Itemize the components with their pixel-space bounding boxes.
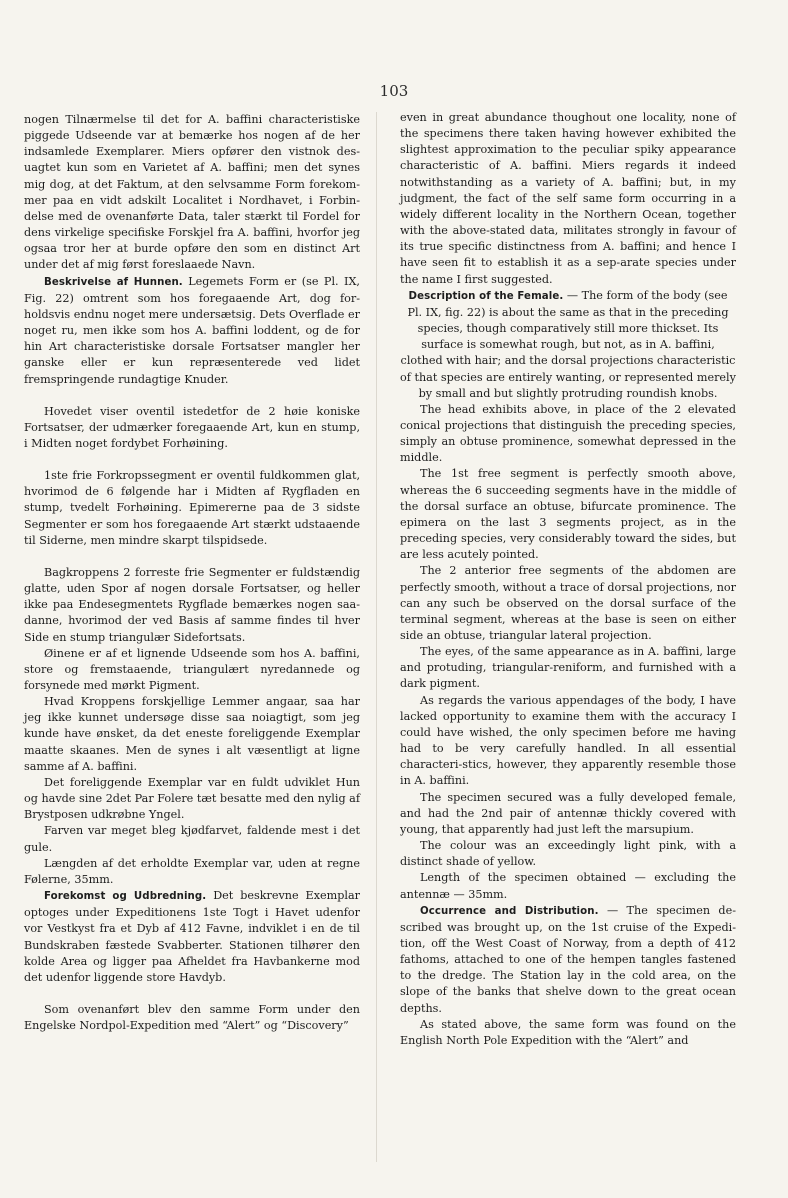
section-heading: Forekomst og Udbredning. <box>44 891 207 903</box>
paragraph: even in great abundance thoughout one locality, none of the specimens there taken having however exhibited the slightest approximation to the peculiar spiky appearance characteristic of A. baffini. Miers regards it indeed notwithstanding as a variety of A. baffini; but, in my judgment, the fact of the self same form occurring in a widely different locality in the Northern Ocean, together with the above-stated data, militates strongly in favour of its true specific distinctness from A. baffini; and hence I have seen fit to establish it as a sep-arate species under the name I first suggested. <box>400 111 736 286</box>
section-heading: Beskrivelse af Hunnen. <box>44 276 183 288</box>
paragraph: Length of the specimen obtained — excluding the antennæ — 35mm. <box>400 871 736 901</box>
paragraph: Occurrence and Distribution. — The specimen de-scribed was brought up, on the 1st cruise of the Expedi-tion, off the West Coast of Norway, from a depth of 412 fathoms, attached to one of the hempen tangles fastened to the dredge. The Station lay in the cold area, on the slope of the banks that shelve down to the great ocean depths. <box>400 903 736 1015</box>
column-divider <box>376 112 377 1162</box>
paragraph: The 1st free segment is perfectly smooth above, whereas the 6 succeeding segments have in the middle of the dorsal surface an obtuse, bifurcate prominence. The epimera on the last 3 segments project, as in the preceding species, very considerably toward the sides, but are less acutely pointed. <box>400 467 736 562</box>
paragraph: nogen Tilnærmelse til det for A. baffini characteristiske piggede Udseende var at bemærke hos nogen af de her indsamlede Exemplarer. Miers opfører den vistnok des-uagtet kun som en Varietet af A. baffini; men det synes mig dog, at det Faktum, at den selvsamme Form forekom-mer paa en vidt adskilt Localitet i Nordhavet, i Forbin-delse med de ovenanførte Data, taler stærkt til Fordel for dens virkelige specifiske Forskjel fra A. baffini, hvorfor jeg ogsaa tror her at burde opføre den som en distinct Art under det af mig først foreslaaede Navn. <box>24 113 360 272</box>
paragraph: Det foreliggende Exemplar var en fuldt udviklet Hun og havde sine 2det Par Folere tæt besatte med den nylig af Brystposen udkrøbne Yngel. <box>24 775 360 822</box>
paragraph: As regards the various appendages of the body, I have lacked opportunity to examine them with the accuracy I could have wished, the only specimen before me having had to be very carefully handled. In all essential characteri-stics, however, they apparently resemble those in A. baffini. <box>400 693 736 788</box>
paragraph: The specimen secured was a fully developed female, and had the 2nd pair of antennæ thickly covered with young, that apparently had just left the marsupium. <box>400 790 736 836</box>
paragraph: Farven var meget bleg kjødfarvet, faldende mest i det gule. <box>24 824 360 854</box>
page-number: 103 <box>379 82 409 100</box>
paragraph: Description of the Female. — The form of the body (see Pl. IX, fig. 22) is about the same as that in the preceding species, though comparatively still more thickset. Its surface is somewhat rough, but not, as in A. baffini, clothed with hair; and the dorsal projections characteristic of that species are entirely wanting, or represented merely by small and but slightly protruding roundish knobs. <box>400 288 736 400</box>
paragraph: The eyes, of the same appearance as in A. baffini, large and protuding, triangular-reniform, and furnished with a dark pigment. <box>400 645 736 691</box>
paragraph: The colour was an exceedingly light pink, with a distinct shade of yellow. <box>400 839 736 869</box>
paragraph: The head exhibits above, in place of the 2 elevated conical projections that distinguish the preceding species, simply an obtuse prominence, somewhat depressed in the middle. <box>400 402 736 465</box>
paragraph: As stated above, the same form was found on the English North Pole Expedition with the “Alert” and <box>400 1017 736 1047</box>
paragraph: Forekomst og Udbredning. Det beskrevne Exemplar optoges under Expeditionens 1ste Togt i Havet udenfor vor Vestkyst fra et Dyb af 412 Favne, indviklet i en de til Bundskraben fæstede Svabberter. Stationen tilhører den kolde Area og ligger paa Afheldet fra Havbankerne mod det udenfor liggende store Havdyb. <box>24 889 360 984</box>
paragraph: Hvad Kroppens forskjellige Lemmer angaar, saa har jeg ikke kunnet undersøge disse saa noiagtigt, som jeg kunde have ønsket, da det eneste foreliggende Exemplar maatte skaanes. Men de synes i alt væsentligt at ligne samme af A. baffini. <box>24 695 360 773</box>
paragraph: Længden af det erholdte Exemplar var, uden at regne Følerne, 35mm. <box>24 856 360 886</box>
norwegian-column <box>24 112 360 1034</box>
paragraph: Beskrivelse af Hunnen. Legemets Form er (se Pl. IX, Fig. 22) omtrent som hos foregaaende Art, dog for-holdsvis endnu noget mere undersætsig. Dets Overflade er noget ru, men ikke som hos A. baffini loddent, og de for hin Art characteristiske dorsale Fortsatser mangler her ganske eller er kun repræsenterede ved lidet fremspringende rundagtige Knuder. <box>24 274 360 386</box>
section-heading: Occurrence and Distribution. <box>420 905 599 917</box>
paragraph: Som ovenanført blev den samme Form under den Engelske Nordpol-Expedition med “Alert” og “Discovery” <box>24 1002 360 1033</box>
paragraph: The 2 anterior free segments of the abdomen are perfectly smooth, without a trace of dorsal projections, nor can any such be observed on the dorsal surface of the terminal segment, whereas at the base is seen on either side an obtuse, triangular lateral projection. <box>400 564 736 642</box>
section-heading: Description of the Female. <box>408 290 564 302</box>
paragraph: Øinene er af et lignende Udseende som hos A. baffini, store og fremstaaende, triangulært nyredannede og forsynede med mørkt Pigment. <box>24 646 360 692</box>
paragraph: Bagkroppens 2 forreste frie Segmenter er fuldstændig glatte, uden Spor af nogen dorsale Fortsatser, og heller ikke paa Endesegmentets Rygflade bemærkes nogen saa-danne, hvorimod der ved Basis af samme findes til hver Side en stump triangulær Sidefortsats. <box>24 565 360 644</box>
paragraph: 1ste frie Forkropssegment er oventil fuldkommen glat, hvorimod de 6 følgende har i Midten af Rygfladen en stump, tvedelt Forhøining. Epimererne paa de 3 sidste Segmenter er som hos foregaaende Art stærkt udstaaende til Siderne, men mindre skarpt tilspidsede. <box>24 469 360 547</box>
paragraph: Hovedet viser oventil istedetfor de 2 høie koniske Fortsatser, der udmærker foregaaende Art, kun en stump, i Midten noget fordybet Forhøining. <box>24 404 360 450</box>
english-column <box>400 110 736 1049</box>
